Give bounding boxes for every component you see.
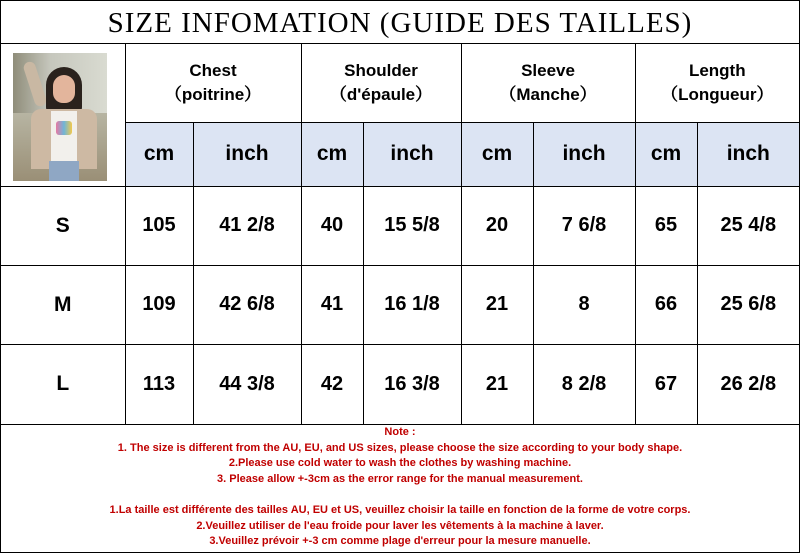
notes-heading: Note :	[384, 426, 416, 438]
value-cell: 109	[125, 265, 193, 344]
size-label: S	[1, 186, 125, 265]
value-cell: 25 4/8	[697, 186, 799, 265]
value-cell: 42 6/8	[193, 265, 301, 344]
header-sleeve	[461, 44, 635, 122]
header-shoulder	[301, 44, 461, 122]
value-cell: 25 6/8	[697, 265, 799, 344]
model-photo	[13, 53, 107, 181]
header-shoulder-name: Shoulder	[344, 60, 418, 80]
value-cell: 67	[635, 344, 697, 424]
value-cell: 16 1/8	[363, 265, 461, 344]
header-chest-name: Chest	[189, 60, 237, 80]
note-line: 3.Veuillez prévoir +-3 cm comme plage d'erreur pour la mesure manuelle.	[209, 535, 591, 548]
value-cell: 26 2/8	[697, 344, 799, 424]
value-cell: 65	[635, 186, 697, 265]
value-cell: 113	[125, 344, 193, 424]
value-cell: 42	[301, 344, 363, 424]
unit-inch: inch	[363, 122, 461, 186]
value-cell: 44 3/8	[193, 344, 301, 424]
notes-section	[1, 425, 799, 552]
value-cell: 40	[301, 186, 363, 265]
header-length-name: Length	[688, 60, 746, 80]
value-cell: 7 6/8	[533, 186, 635, 265]
header-sleeve-translation: （Manche）	[499, 84, 597, 104]
header-chest-translation: （poitrine）	[164, 84, 262, 104]
note-line: 2.Please use cold water to wash the clothes by washing machine.	[228, 457, 572, 470]
note-line: 3. Please allow +-3cm as the error range for the manual measurement.	[217, 472, 583, 485]
header-shoulder-translation: （d'épaule）	[329, 84, 433, 104]
size-label: L	[1, 344, 125, 424]
value-cell: 41 2/8	[193, 186, 301, 265]
table-row	[1, 265, 799, 344]
header-chest	[125, 44, 301, 122]
header-length-translation: （Longueur）	[661, 84, 774, 104]
unit-inch: inch	[697, 122, 799, 186]
size-label: M	[1, 265, 125, 344]
model-photo-cell	[1, 44, 125, 186]
value-cell: 8 2/8	[533, 344, 635, 424]
note-line: 1.La taille est différente des tailles AU, EU et US, veuillez choisir la taille en fonction de la forme de votre corps.	[109, 503, 691, 516]
table-row	[1, 344, 799, 424]
header-sleeve-name: Sleeve	[521, 60, 575, 80]
value-cell: 15 5/8	[363, 186, 461, 265]
note-line: 1. The size is different from the AU, EU, and US sizes, please choose the size according to your body shape.	[117, 441, 683, 454]
unit-cm: cm	[125, 122, 193, 186]
chart-title: SIZE INFOMATION (GUIDE DES TAILLES)	[1, 1, 799, 44]
unit-inch: inch	[193, 122, 301, 186]
value-cell: 20	[461, 186, 533, 265]
value-cell: 41	[301, 265, 363, 344]
unit-inch: inch	[533, 122, 635, 186]
value-cell: 66	[635, 265, 697, 344]
value-cell: 21	[461, 265, 533, 344]
value-cell: 105	[125, 186, 193, 265]
unit-cm: cm	[301, 122, 363, 186]
value-cell: 21	[461, 344, 533, 424]
note-spacer	[1, 487, 799, 503]
table-row	[1, 186, 799, 265]
note-line: 2.Veuillez utiliser de l'eau froide pour laver les vêtements à la machine à laver.	[196, 519, 604, 532]
value-cell: 8	[533, 265, 635, 344]
size-table	[1, 44, 799, 425]
value-cell: 16 3/8	[363, 344, 461, 424]
header-length	[635, 44, 799, 122]
unit-cm: cm	[635, 122, 697, 186]
unit-cm: cm	[461, 122, 533, 186]
